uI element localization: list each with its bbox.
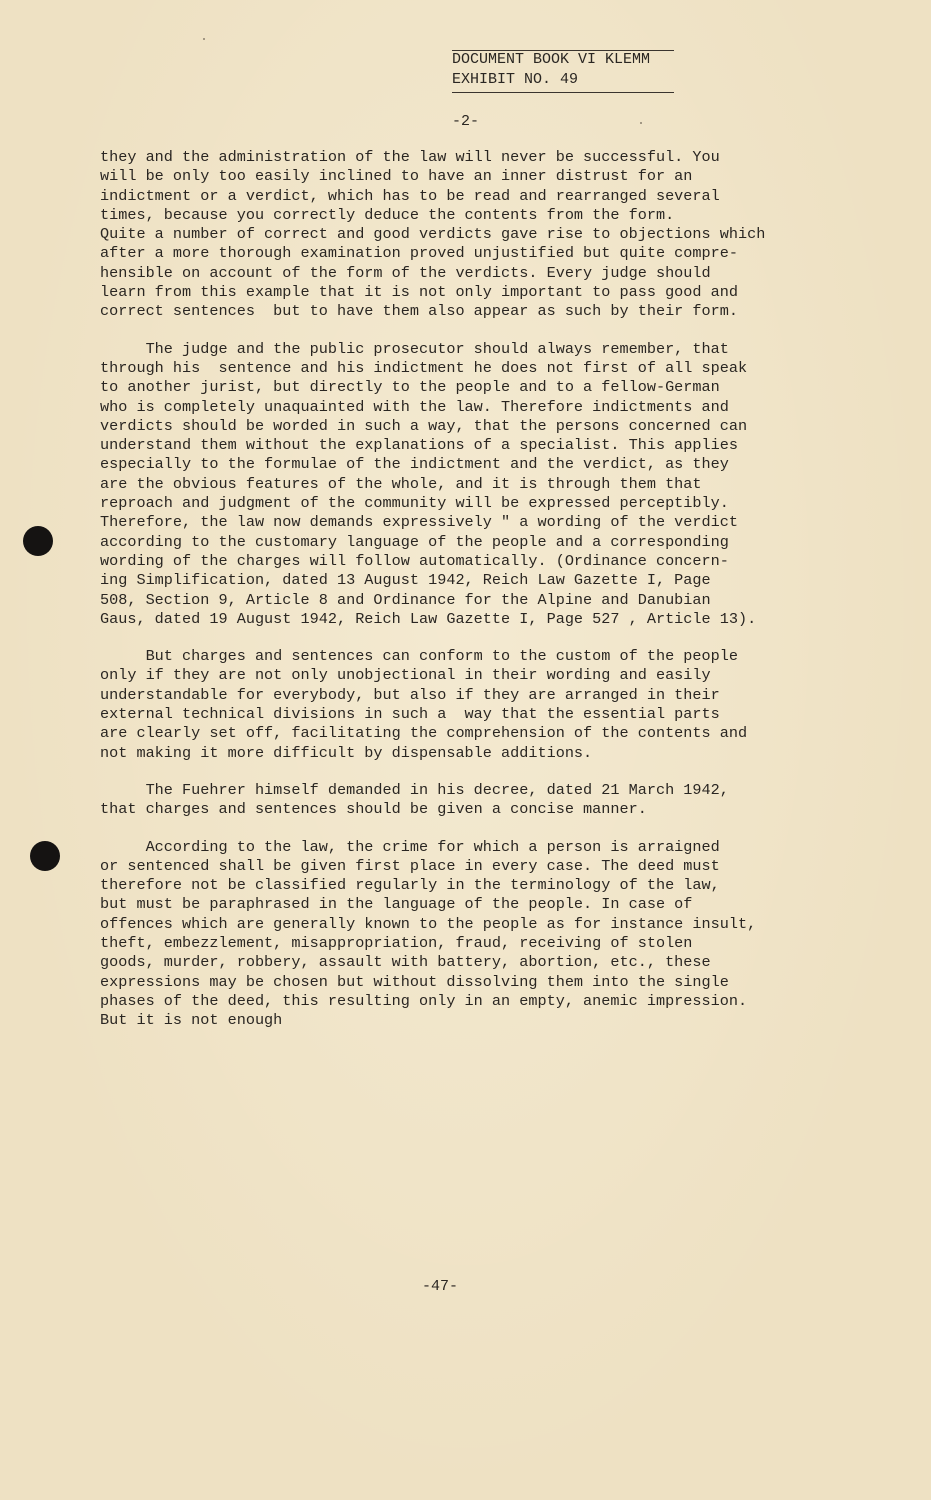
text-line: correct sentences but to have them also appear as such by their form. [100,302,738,321]
text-line: verdicts should be worded in such a way, that the persons concerned can [100,416,748,435]
header-bottom-rule [452,92,674,93]
document-header [452,50,676,93]
text-line: who is completely unaquainted with the law. Therefore indictments and [100,397,729,416]
text-line: or sentenced shall be given first place in every case. The deed must [100,856,720,875]
text-line: learn from this example that it is not only important to pass good and [100,283,738,302]
text-line: times, because you correctly deduce the contents from the form. [100,205,675,224]
text-line: According to the law, the crime for which a person is arraigned [100,837,720,856]
text-line: offences which are generally known to the people as for instance insult, [100,914,757,933]
text-line: are clearly set off, facilitating the comprehension of the contents and [100,724,748,743]
punch-hole [23,526,53,556]
body-text [100,148,810,1048]
text-line: after a more thorough examination proved unjustified but quite compre- [100,244,738,263]
text-line: phases of the deed, this resulting only in an empty, anemic impression. [100,991,748,1010]
exhibit-number-label: EXHIBIT NO. 49 [452,71,579,88]
text-line: to another jurist, but directly to the people and to a fellow-German [100,378,720,397]
text-line: wording of the charges will follow automatically. (Ordinance concern- [100,551,729,570]
text-line: especially to the formulae of the indictment and the verdict, as they [100,455,729,474]
text-line: ing Simplification, dated 13 August 1942, Reich Law Gazette I, Page [100,571,711,590]
text-line: hensible on account of the form of the verdicts. Every judge should [100,263,711,282]
header-top-rule [452,50,674,51]
text-line: understandable for everybody, but also if they are arranged in their [100,685,720,704]
text-line: reproach and judgment of the community will be expressed perceptibly. [100,494,729,513]
text-line: will be only too easily inclined to have an inner distrust for an [100,167,693,186]
paragraph [100,838,810,1031]
paragraph [100,647,810,763]
text-line: theft, embezzlement, misappropriation, fraud, receiving of stolen [100,933,693,952]
text-line: But it is not enough [100,1011,283,1030]
text-line: But charges and sentences can conform to the custom of the people [100,647,738,666]
text-line: according to the customary language of the people and a corresponding [100,532,729,551]
punch-hole [30,841,60,871]
text-line: Therefore, the law now demands expressively " a wording of the verdict [100,513,738,532]
text-line: but must be paraphrased in the language of the people. In case of [100,895,693,914]
paper-speck [640,122,642,124]
text-line: understand them without the explanations of a specialist. This applies [100,436,738,455]
text-line: Gaus, dated 19 August 1942, Reich Law Gazette I, Page 527 , Article 13). [100,609,757,628]
paper-speck [203,38,205,40]
text-line: are the obvious features of the whole, and it is through them that [100,474,702,493]
text-line: Quite a number of correct and good verdicts gave rise to objections which [100,225,766,244]
text-line: indictment or a verdict, which has to be read and rearranged several [100,186,720,205]
page-marker-top: -2- [452,113,480,130]
text-line: only if they are not only unobjectional in their wording and easily [100,666,711,685]
text-line: not making it more difficult by dispensable additions. [100,743,593,762]
text-line: through his sentence and his indictment he does not first of all speak [100,358,748,377]
text-line: expressions may be chosen but without dissolving them into the single [100,972,729,991]
text-line: The judge and the public prosecutor should always remember, that [100,339,729,358]
paragraph [100,781,810,820]
text-line: that charges and sentences should be given a concise manner. [100,800,647,819]
document-book-label: DOCUMENT BOOK VI KLEMM [452,51,651,68]
text-line: therefore not be classified regularly in the terminology of the law, [100,876,720,895]
text-line: external technical divisions in such a way that the essential parts [100,705,720,724]
paragraph [100,340,810,629]
text-line: they and the administration of the law will never be successful. You [100,148,720,166]
text-line: goods, murder, robbery, assault with battery, abortion, etc., these [100,953,711,972]
text-line: 508, Section 9, Article 8 and Ordinance for the Alpine and Danubian [100,590,711,609]
paragraph [100,148,810,322]
text-line: The Fuehrer himself demanded in his decree, dated 21 March 1942, [100,780,729,799]
page-number-bottom: -47- [422,1278,459,1295]
